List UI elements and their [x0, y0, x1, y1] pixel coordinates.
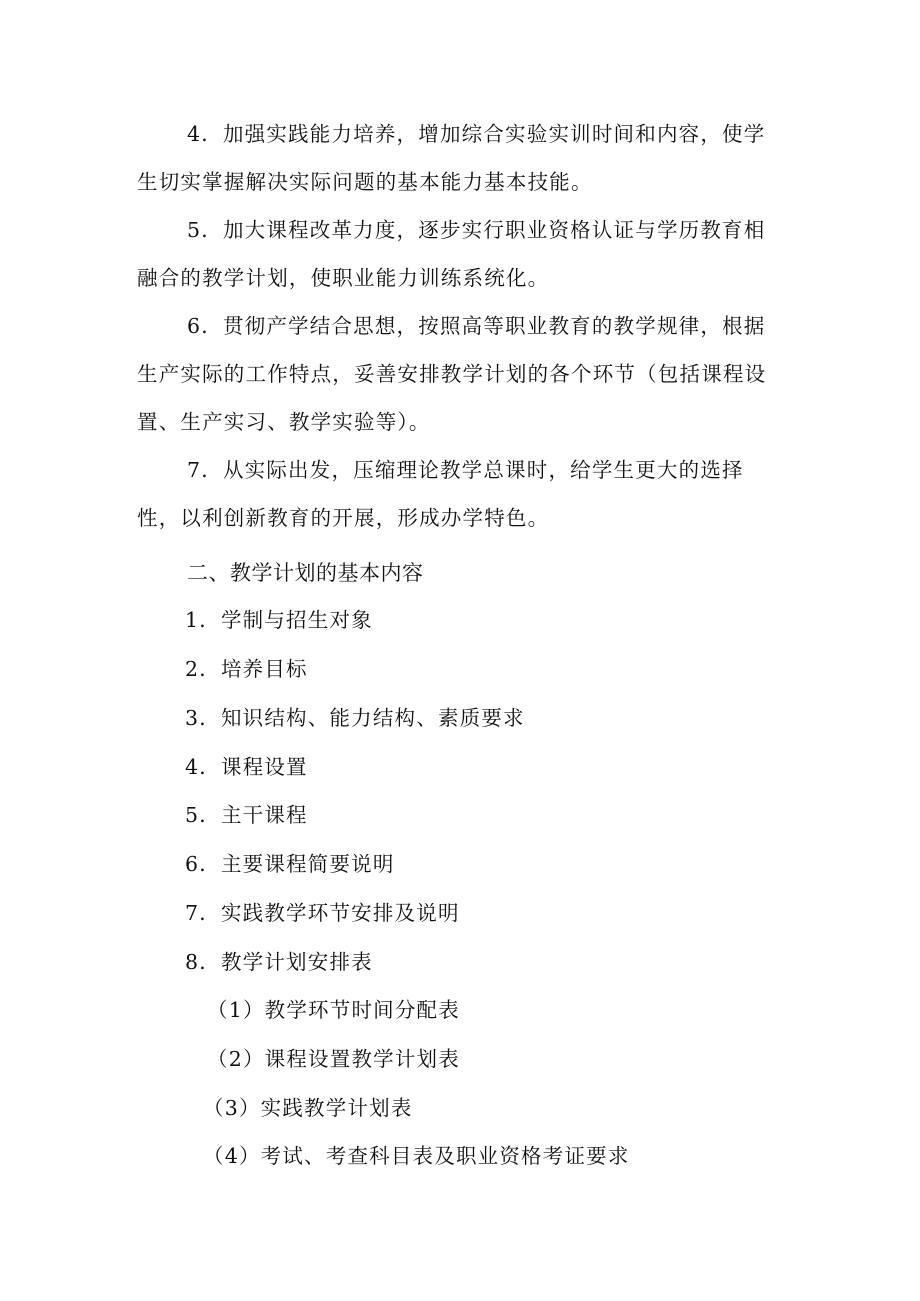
sub-list-item: （4）考试、考查科目表及职业资格考证要求	[203, 1144, 630, 1168]
paragraph-6: 6．贯彻产学结合思想，按照高等职业教育的教学规律，根据生产实际的工作特点，妥善安排教学计划的各个环节（包括课程设置、生产实习、教学实验等）。	[137, 314, 767, 434]
list-item: 4．课程设置	[185, 755, 308, 779]
list-item: 1．学制与招生对象	[185, 608, 373, 632]
list-item: 3．知识结构、能力结构、素质要求	[185, 706, 525, 730]
sub-list-item: （1）教学环节时间分配表	[207, 998, 460, 1022]
sub-list-item: （2）课程设置教学计划表	[207, 1047, 460, 1071]
list-item: 6．主要课程简要说明	[185, 852, 395, 876]
list-item: 7．实践教学环节安排及说明	[185, 901, 460, 925]
list-item: 8．教学计划安排表	[185, 950, 373, 974]
list-item: 2．培养目标	[185, 657, 308, 681]
paragraph-5: 5．加大课程改革力度，逐步实行职业资格认证与学历教育相融合的教学计划，使职业能力训练系统化。	[137, 218, 766, 290]
paragraph-7: 7．从实际出发，压缩理论教学总课时，给学生更大的选择性，以利创新教育的开展，形成办学特色。	[137, 458, 744, 530]
section-heading: 二、教学计划的基本内容	[187, 561, 424, 585]
sub-list-item: （3）实践教学计划表	[203, 1096, 413, 1120]
list-item: 5．主干课程	[185, 803, 308, 827]
paragraph-4: 4．加强实践能力培养，增加综合实验实训时间和内容，使学生切实掌握解决实际问题的基本能力基本技能。	[137, 122, 766, 194]
